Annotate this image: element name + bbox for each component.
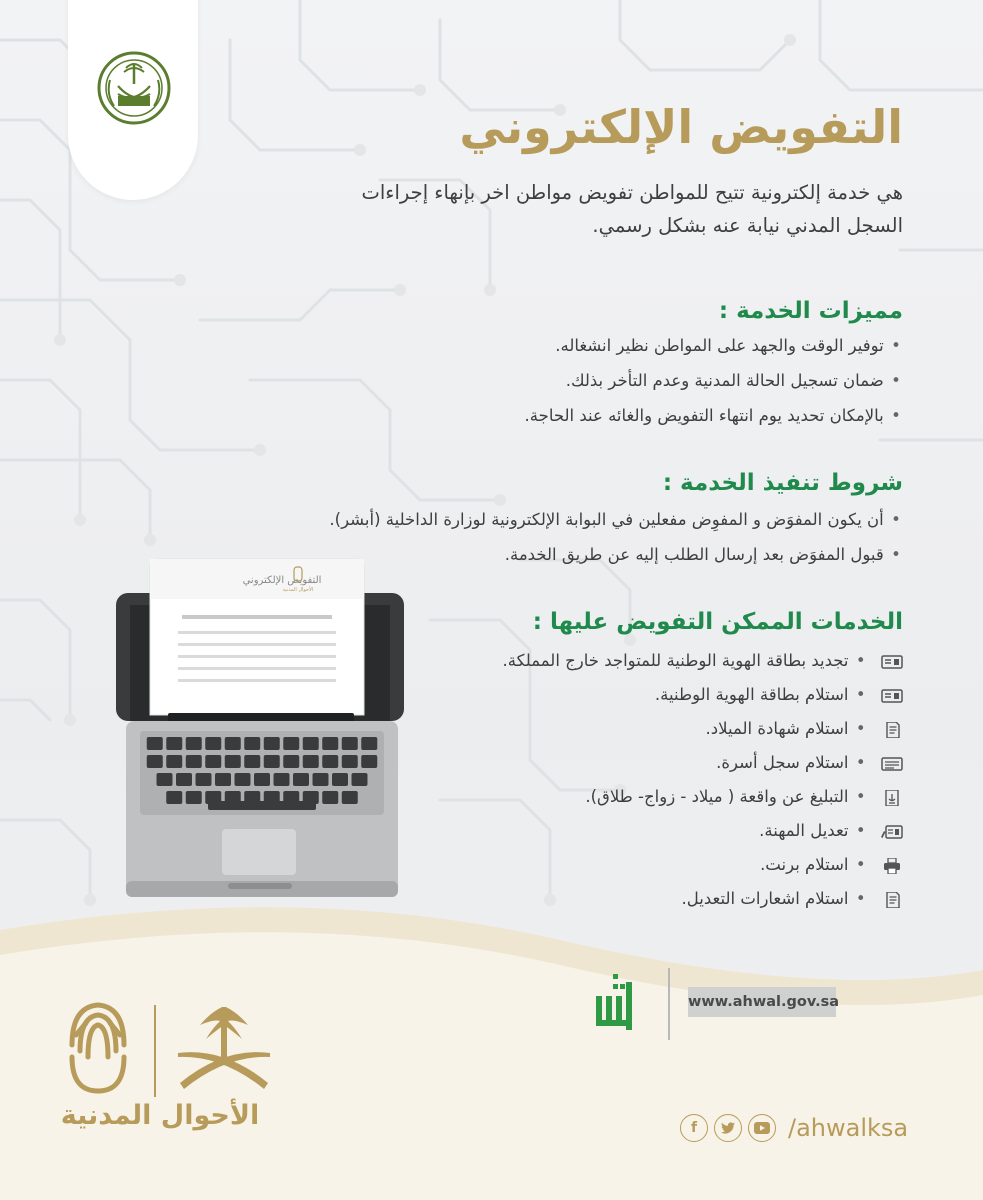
list-item: • ضمان تسجيل الحالة المدنية وعدم التأخر بذلك. xyxy=(565,371,901,390)
list-item: • تعديل المهنة. xyxy=(503,814,903,848)
twitter-icon[interactable] xyxy=(714,1114,742,1142)
features-heading: مميزات الخدمة : xyxy=(718,298,903,324)
document-icon xyxy=(881,722,903,738)
ministry-seal-tab xyxy=(68,0,198,200)
footer-divider xyxy=(668,968,670,1040)
facebook-icon[interactable]: f xyxy=(680,1114,708,1142)
edit-id-icon xyxy=(881,824,903,840)
id-card-icon xyxy=(881,688,903,704)
laptop-illustration xyxy=(112,545,412,905)
website-link[interactable]: www.ahwal.gov.sa xyxy=(688,987,836,1017)
brand-name: الأحوال المدنية xyxy=(60,1100,260,1131)
list-item: • أن يكون المفوَض و المفوِض مفعلين في البوابة الإلكترونية لوزارة الداخلية (أبشر). xyxy=(329,510,901,529)
conditions-list xyxy=(329,502,903,572)
list-item: • استلام بطاقة الهوية الوطنية. xyxy=(503,678,903,712)
intro-text: هي خدمة إلكترونية تتيح للمواطن تفويض مواطن اخر بإنهاء إجراءات السجل المدني نيابة عنه بشكل رسمي. xyxy=(361,181,903,237)
list-item: • استلام اشعارات التعديل. xyxy=(503,882,903,916)
list-item: • تجديد بطاقة الهوية الوطنية للمتواجد خارج المملكة. xyxy=(503,644,903,678)
paper-sheet xyxy=(150,559,364,715)
civil-affairs-logo-icon xyxy=(62,995,272,1105)
list-item: • استلام سجل أسرة. xyxy=(503,746,903,780)
list-item: • توفير الوقت والجهد على المواطن نظير انشغاله. xyxy=(555,336,901,355)
id-card-icon xyxy=(881,654,903,670)
features-list xyxy=(525,328,903,433)
list-item: • التبليغ عن واقعة ( ميلاد - زواج- طلاق). xyxy=(503,780,903,814)
paper-logo-text: الأحوال المدنية xyxy=(282,587,314,593)
list-item: • استلام شهادة الميلاد. xyxy=(503,712,903,746)
printer-icon xyxy=(881,858,903,874)
ministry-seal-icon xyxy=(96,50,172,126)
absher-logo-icon xyxy=(596,972,638,1034)
services-list xyxy=(503,644,903,916)
youtube-icon[interactable] xyxy=(748,1114,776,1142)
family-record-icon xyxy=(881,756,903,772)
paper-title: التفويض الإلكتروني xyxy=(242,575,322,586)
conditions-heading: شروط تنفيذ الخدمة : xyxy=(662,470,903,496)
services-heading: الخدمات الممكن التفويض عليها : xyxy=(532,609,903,635)
list-item: • استلام برنت. xyxy=(503,848,903,882)
list-item: • قبول المفوَض بعد إرسال الطلب إليه عن طريق الخدمة. xyxy=(504,545,901,564)
page-title: التفويض الإلكتروني xyxy=(459,100,903,154)
social-bar xyxy=(680,1113,908,1143)
social-handle[interactable]: /ahwalksa xyxy=(788,1114,909,1142)
list-item: • بالإمكان تحديد يوم انتهاء التفويض والغائه عند الحاجة. xyxy=(524,406,901,425)
certificate-icon xyxy=(881,790,903,806)
